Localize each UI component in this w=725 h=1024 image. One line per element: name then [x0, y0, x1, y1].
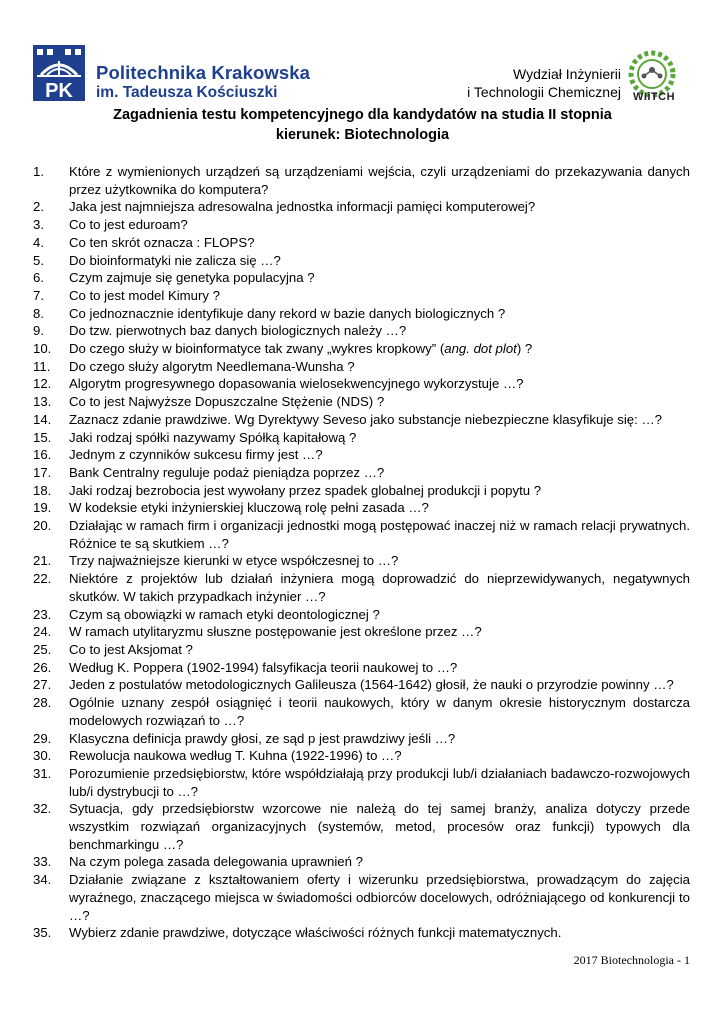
question-text: Co to jest model Kimury ?: [69, 287, 220, 303]
question-item: [33, 517, 690, 552]
question-text: Klasyczna definicja prawdy głosi, ze sąd p jest prawdziwy jeśli …?: [69, 730, 456, 746]
university-name-line1: Politechnika Krakowska: [96, 62, 311, 83]
page-footer: 2017 Biotechnologia - 1: [573, 953, 690, 967]
question-text: Algorytm progresywnego dopasowania wielosekwencyjnego wykorzystuje …?: [69, 376, 524, 392]
question-item: [33, 482, 690, 500]
title-line2: kierunek: Biotechnologia: [275, 126, 450, 143]
question-text-part: Do czego służy w bioinformatyce tak zwany „wykres kropkowy” (: [69, 341, 445, 357]
question-item: [33, 234, 690, 252]
question-text: Działając w ramach firm i organizacji jednostki mogą postępować inaczej niż w ramach relacji prywatnych. Różnice te są skutkiem …?: [69, 518, 690, 551]
question-text: Działanie związane z kształtowaniem oferty i wizerunku przedsiębiorstwa, prowadzącym do zajęcia wyraźnego, znaczącego miejsca w świadomości odbiorców docelowych, odróżniającego od konkurencji to …?: [69, 872, 690, 923]
question-number: 5.: [33, 252, 44, 268]
question-item: [33, 765, 690, 800]
question-number: 35.: [33, 925, 52, 941]
question-number: 13.: [33, 394, 52, 410]
question-number: 15.: [33, 429, 52, 445]
question-item: [33, 570, 690, 605]
question-number: 34.: [33, 872, 52, 888]
question-number: 25.: [33, 641, 52, 657]
faculty-name-line1: Wydział Inżynierii: [512, 66, 621, 82]
question-item: [33, 800, 690, 853]
question-number: 20.: [33, 518, 52, 534]
question-number: 7.: [33, 287, 44, 303]
question-item: [33, 429, 690, 447]
page-header: [0, 0, 725, 110]
question-text: Do bioinformatyki nie zalicza się …?: [69, 252, 281, 268]
question-item: [33, 659, 690, 677]
question-text: Trzy najważniejsze kierunki w etyce współczesnej to …?: [69, 553, 399, 569]
question-text: Co to jest eduroam?: [69, 217, 188, 233]
question-number: 10.: [33, 341, 52, 357]
question-text: Rewolucja naukowa według T. Kuhna (1922-1996) to …?: [69, 748, 402, 764]
question-item: [33, 446, 690, 464]
question-item: [33, 552, 690, 570]
question-number: 33.: [33, 854, 52, 870]
question-number: 9.: [33, 323, 44, 339]
question-text: Zaznacz zdanie prawdziwe. Wg Dyrektywy Seveso jako substancje niebezpieczne klasyfikuje się: …?: [69, 411, 662, 427]
question-number: 31.: [33, 765, 52, 781]
svg-text:PK: PK: [45, 80, 73, 101]
question-item: [33, 730, 690, 748]
question-item: [33, 322, 690, 340]
question-text: Jaka jest najmniejsza adresowalna jednostka informacji pamięci komputerowej?: [69, 199, 536, 215]
question-number: 14.: [33, 411, 52, 427]
question-number: 12.: [33, 376, 52, 392]
svg-text:WIiTCH: WIiTCH: [632, 91, 676, 103]
question-text: Sytuacja, gdy przedsiębiorstw wzorcowe nie należą do tej samej branży, analiza dotyczy przede wszystkim rozwiązań organizacyjnych (systemów, metod, procesów oraz funkcji) typowych dla benchmarkingu …?: [69, 801, 690, 852]
question-number: 18.: [33, 482, 52, 498]
question-list: [33, 163, 690, 942]
question-item: [33, 641, 690, 659]
question-text: Wybierz zdanie prawdziwe, dotyczące właściwości różnych funkcji matematycznych.: [69, 925, 562, 941]
question-number: 17.: [33, 464, 52, 480]
question-text: Według K. Poppera (1902-1994) falsyfikacja teorii naukowej to …?: [69, 659, 458, 675]
question-item: [33, 287, 690, 305]
document-title: [0, 106, 725, 145]
question-number: 16.: [33, 447, 52, 463]
question-text: [69, 340, 690, 358]
question-item: [33, 871, 690, 924]
question-number: 1.: [33, 164, 44, 179]
question-text: Co to jest Aksjomat ?: [69, 641, 193, 657]
title-line1: Zagadnienia testu kompetencyjnego dla kandydatów na studia II stopnia: [113, 107, 612, 123]
question-number: 32.: [33, 801, 52, 817]
question-item: [33, 694, 690, 729]
question-item: [33, 499, 690, 517]
question-number: 23.: [33, 606, 52, 622]
question-number: 27.: [33, 677, 52, 693]
question-text: Jaki rodzaj spółki nazywamy Spółką kapitałową ?: [69, 429, 357, 445]
question-number: 28.: [33, 695, 52, 711]
question-text: Jaki rodzaj bezrobocia jest wywołany przez spadek globalnej produkcji i popytu ?: [69, 482, 542, 498]
question-text: W ramach utylitaryzmu słuszne postępowanie jest określone przez …?: [69, 624, 482, 640]
question-text: Jeden z postulatów metodologicznych Galileusza (1564-1642) głosił, że nauki o przyrodzie powinny …?: [69, 677, 674, 693]
question-text: Co ten skrót oznacza : FLOPS?: [69, 234, 255, 250]
question-text: Bank Centralny reguluje podaż pieniądza poprzez …?: [69, 464, 385, 480]
question-text-part: ) ?: [516, 341, 533, 357]
question-text: Czym zajmuje się genetyka populacyjna ?: [69, 270, 315, 286]
question-item: [33, 375, 690, 393]
question-item: [33, 340, 690, 358]
question-item: [33, 853, 690, 871]
question-item: [33, 747, 690, 765]
question-item: [33, 305, 690, 323]
question-text: W kodeksie etyki inżynierskiej kluczową rolę pełni zasada …?: [69, 500, 429, 516]
university-name-line2: im. Tadeusza Kościuszki: [96, 84, 278, 101]
question-item: [33, 411, 690, 429]
question-number: 19.: [33, 500, 52, 516]
question-item: [33, 676, 690, 694]
question-number: 21.: [33, 553, 52, 569]
faculty-witch-logo: [620, 50, 684, 106]
question-text: Jednym z czynników sukcesu firmy jest …?: [69, 447, 323, 463]
question-text: Co to jest Najwyższe Dopuszczalne Stężenie (NDS) ?: [69, 394, 385, 410]
question-text: Do czego służy algorytm Needlemana-Wunsha ?: [69, 358, 355, 374]
university-name: [96, 63, 310, 102]
question-item: [33, 269, 690, 287]
question-number: 8.: [33, 305, 44, 321]
question-number: 4.: [33, 234, 44, 250]
question-text: Co jednoznacznie identyfikuje dany rekord w bazie danych biologicznych ?: [69, 305, 506, 321]
question-item: [33, 464, 690, 482]
politechnika-krakowska-logo: [33, 45, 85, 101]
question-text: Czym są obowiązki w ramach etyki deontologicznej ?: [69, 606, 380, 622]
question-item: [33, 198, 690, 216]
question-number: 22.: [33, 571, 52, 587]
question-number: 6.: [33, 270, 44, 286]
question-item: [33, 358, 690, 376]
question-text: Do tzw. pierwotnych baz danych biologicznych należy …?: [69, 323, 407, 339]
question-number: 30.: [33, 748, 52, 764]
question-text: Na czym polega zasada delegowania uprawnień ?: [69, 854, 363, 870]
question-number: 24.: [33, 624, 52, 640]
question-text: Porozumienie przedsiębiorstw, które współdziałają przy produkcji lub/i działaniach badawczo-rozwojowych lub/i dystrybucji to …?: [69, 765, 690, 799]
question-number: 11.: [33, 358, 51, 374]
question-number: 3.: [33, 217, 44, 233]
question-item: [33, 393, 690, 411]
question-number: 2.: [33, 199, 44, 215]
question-text: Które z wymienionych urządzeń są urządzeniami wejścia, czyli urządzeniami do przekazywania danych przez użytkownika do komputera?: [69, 164, 690, 197]
question-item: [33, 163, 690, 198]
faculty-name-line2: i Technologii Chemicznej: [467, 84, 621, 100]
question-item: [33, 623, 690, 641]
question-item: [33, 252, 690, 270]
question-item: [33, 216, 690, 234]
question-text: Niektóre z projektów lub działań inżyniera mogą doprowadzić do nieprzewidywanych, negatywnych skutków. W takich przypadkach inżynier …?: [69, 571, 690, 604]
question-text-emphasis: ang. dot plot: [444, 341, 517, 357]
question-text: Ogólnie uznany zespół osiągnięć i teorii naukowych, który w danym okresie historycznym dostarcza modelowych rozwiązań to …?: [69, 695, 690, 728]
faculty-name: [467, 65, 621, 101]
question-item: [33, 606, 690, 624]
question-number: 29.: [33, 730, 52, 746]
question-number: 26.: [33, 659, 52, 675]
question-item: [33, 924, 690, 942]
